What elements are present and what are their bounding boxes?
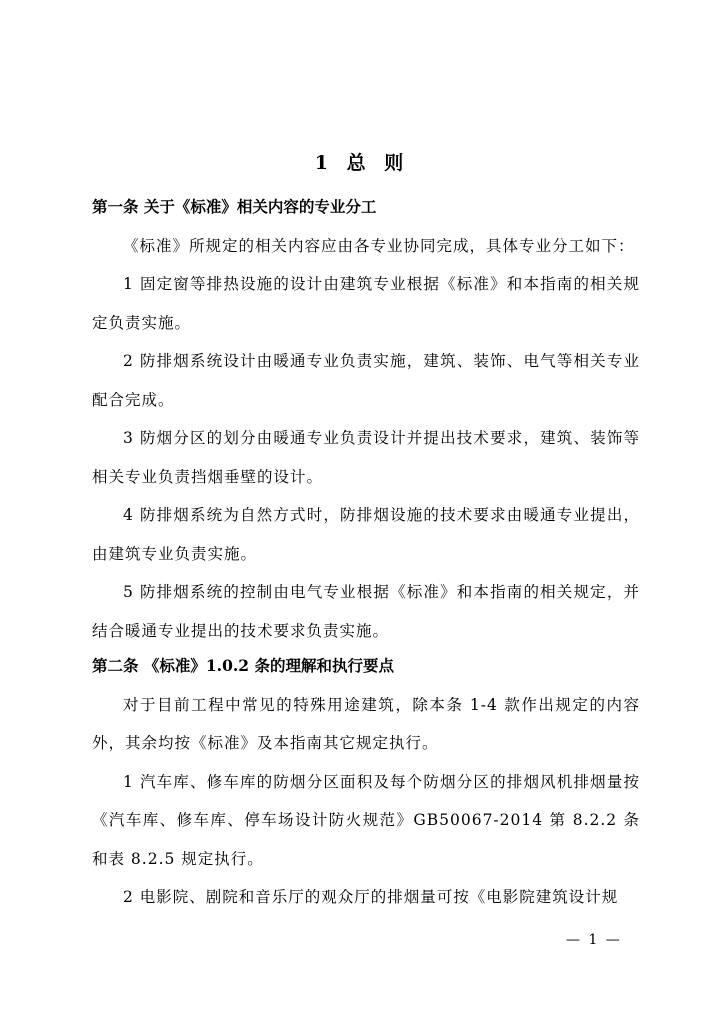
article-1-paragraph-item-1: 1 固定窗等排热设施的设计由建筑专业根据《标准》和本指南的相关规定负责实施。 (92, 275, 640, 332)
article-2-heading: 第二条 《标准》1.0.2 条的理解和执行要点 (92, 656, 394, 675)
article-1-paragraph-item-5: 5 防排烟系统的控制由电气专业根据《标准》和本指南的相关规定，并结合暖通专业提出的技术要求负责实施。 (92, 583, 640, 640)
chapter-title: 1 总 则 (314, 152, 410, 174)
article-1-paragraph-item-3: 3 防烟分区的划分由暖通专业负责设计并提出技术要求，建筑、装饰等相关专业负责挡烟垂壁的设计。 (92, 429, 640, 486)
article-2-paragraph-item-2: 2 电影院、剧院和音乐厅的观众厅的排烟量可按《电影院建筑设计规 (123, 888, 619, 906)
article-2 (92, 647, 640, 917)
article-1-paragraph-item-4: 4 防排烟系统为自然方式时，防排烟设施的技术要求由暖通专业提出，由建筑专业负责实施。 (92, 506, 640, 563)
article-1-paragraph-item-2: 2 防排烟系统设计由暖通专业负责实施，建筑、装饰、电气等相关专业配合完成。 (92, 352, 640, 409)
article-2-paragraph-intro: 对于目前工程中常见的特殊用途建筑，除本条 1-4 款作出规定的内容外，其余均按《标准》及本指南其它规定执行。 (92, 695, 640, 752)
article-1 (92, 188, 640, 650)
article-1-paragraph-intro: 《标准》所规定的相关内容应由各专业协同完成，具体专业分工如下： (123, 236, 635, 255)
page-number: — 1 — (566, 932, 622, 948)
article-1-heading: 第一条 关于《标准》相关内容的专业分工 (92, 197, 377, 216)
article-2-paragraph-item-1: 1 汽车库、修车库的防烟分区面积及每个防烟分区的排烟风机排烟量按《汽车库、修车库、停车场设计防火规范》GB50067-2014 第 8.2.2 条和表 8.2.5 规定执行。 (92, 772, 640, 868)
